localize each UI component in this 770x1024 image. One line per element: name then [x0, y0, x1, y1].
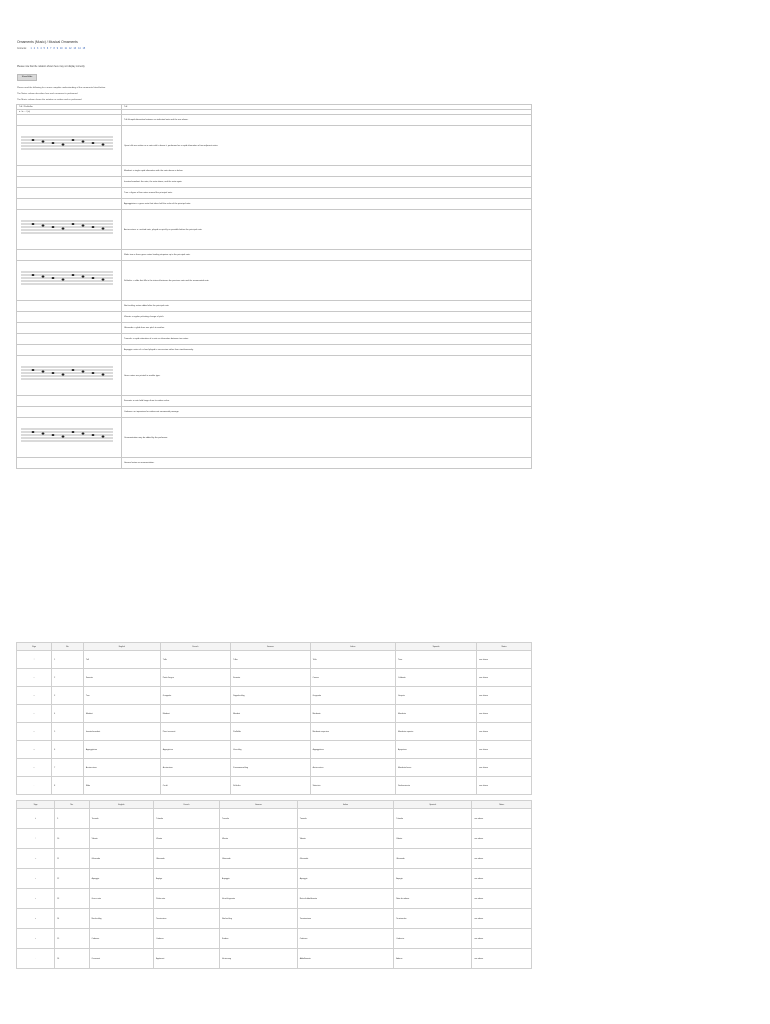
table-cell: Appoggiatura [310, 741, 395, 759]
table-cell: see above [472, 829, 532, 849]
ornament-sign-icon: 𝆗 [17, 869, 55, 889]
table-cell: Grupeto [396, 687, 477, 705]
contents-link[interactable]: 5 [43, 48, 45, 50]
row-description: Inverted mordent: the note, the note above, and the note again. [122, 177, 532, 188]
contents-link[interactable]: 12 [68, 48, 72, 50]
row-description: Grace notes are printed in smaller type. [122, 356, 532, 396]
table-cell: Terminación [394, 909, 472, 929]
ornament-row [17, 301, 532, 312]
row-description: Acciaccatura: a crushed note, played as quickly as possible before the principal note. [122, 210, 532, 250]
table-row [17, 809, 532, 829]
table-cell: Trillo [310, 651, 395, 669]
table-cell: Trille [160, 651, 230, 669]
table-cell: see above [477, 723, 532, 741]
ornament-row [17, 126, 532, 166]
table-row [17, 849, 532, 869]
staff-icon [19, 418, 115, 456]
table-cell: Trill [83, 651, 160, 669]
table-cell: see above [477, 705, 532, 723]
table-cell: 12 [55, 869, 89, 889]
intro-line-1: Please read the following for a more complete understanding of the ornaments listed below. [17, 87, 106, 89]
table-cell: Mordent [83, 705, 160, 723]
ornament-row [17, 312, 532, 323]
music-notation-image [17, 418, 122, 458]
ornament-row [17, 199, 532, 210]
row-description: Tremolo: a rapid reiteration of a note or alternation between two notes. [122, 334, 532, 345]
table-cell: Gruppetto [160, 687, 230, 705]
contents-links [30, 48, 87, 50]
contents-link[interactable]: 2 [33, 48, 36, 50]
table-cell: Schleifer [231, 777, 310, 795]
music-notation-image [17, 126, 122, 166]
row-description: Schleifer: a slide that fills in the interval between the previous note and the ornamented note. [122, 261, 532, 301]
table-cell: Nachschlag [89, 909, 154, 929]
ornament-sign-icon: 𝄐 [17, 669, 52, 687]
table-cell: see above [472, 949, 532, 969]
intro-line-3: The Music column shows the notation as written and as performed. [17, 99, 82, 101]
row-description: Slide: two or three grace notes leading stepwise up to the principal note. [122, 250, 532, 261]
ornament-sign-icon: ~ [17, 687, 52, 705]
column-header: No. [55, 801, 89, 809]
ornament-sign-icon: 𝄌 [17, 651, 52, 669]
table-cell: Terminaison [154, 909, 220, 929]
table-cell: Vorschlagsnote [220, 889, 298, 909]
table-cell: Vibrato [394, 829, 472, 849]
table-cell: Arpège [154, 869, 220, 889]
music-notation-image [17, 356, 122, 396]
table-cell: Arpegio [394, 869, 472, 889]
table-cell: see above [477, 687, 532, 705]
table-cell: Vorschlag [231, 741, 310, 759]
table-cell: Trino [396, 651, 477, 669]
table-cell: Abbellimento [297, 949, 393, 969]
table-cell: see above [477, 651, 532, 669]
table-cell: Pincé renversé [160, 723, 230, 741]
ornament-row [17, 458, 532, 469]
music-notation-image [17, 177, 122, 188]
table-cell: 10 [55, 829, 89, 849]
music-notation-image [17, 261, 122, 301]
table-cell: Mordente [396, 705, 477, 723]
music-notation-image [17, 250, 122, 261]
contents-link[interactable]: 15 [82, 48, 86, 50]
table-cell: Trémolo [154, 809, 220, 829]
table-cell: Calderón [396, 669, 477, 687]
contents-link[interactable]: 13 [73, 48, 77, 50]
table-cell: Vibrato [297, 829, 393, 849]
show-hide-button[interactable]: Show/Hide [17, 74, 37, 81]
table-cell: Slide [83, 777, 160, 795]
table-cell: Mordant [160, 705, 230, 723]
table-cell: Adorno [394, 949, 472, 969]
contents-link[interactable]: 6 [46, 48, 49, 50]
table-cell: Arpeggio [220, 869, 298, 889]
table-cell: Acciaccatura [310, 759, 395, 777]
table-cell: 11 [55, 849, 89, 869]
ornament-sign-icon: 𝄋 [17, 809, 55, 829]
music-notation-image [17, 396, 122, 407]
column-header: English [83, 643, 160, 651]
contents-link[interactable]: 1 [30, 48, 32, 50]
music-notation-image [17, 115, 122, 126]
table-cell: 15 [55, 929, 89, 949]
contents-link[interactable]: 4 [40, 48, 42, 50]
column-header: German [220, 801, 298, 809]
music-notation-image [17, 188, 122, 199]
contents-label: Contents: [17, 48, 27, 50]
table-cell: Appoggiatura [83, 741, 160, 759]
intro-line-2: The Notes column describes how each ornament is performed. [17, 93, 78, 95]
table-row [17, 949, 532, 969]
table-cell: Cadenza [89, 929, 154, 949]
table-cell: Pralltriller [231, 723, 310, 741]
contents-nav [17, 48, 90, 50]
contents-link[interactable]: 14 [78, 48, 81, 50]
ornament-row [17, 345, 532, 356]
table-cell: see above [472, 809, 532, 829]
table-cell: Grace note [89, 889, 154, 909]
ornament-row [17, 334, 532, 345]
ornament-row [17, 261, 532, 301]
column-header: German [231, 643, 310, 651]
column-header: English [89, 801, 154, 809]
table-cell: see above [477, 777, 532, 795]
notation-note: Please note that the notation shown here may not display correctly. [17, 66, 86, 68]
table-cell: 1 [52, 651, 84, 669]
table-cell: 6 [52, 741, 84, 759]
music-notation-image [17, 323, 122, 334]
column-header: Spanish [396, 643, 477, 651]
table-cell: Gruppetto [310, 687, 395, 705]
music-notation-image [17, 458, 122, 469]
column-header: French [154, 801, 220, 809]
contents-link[interactable]: 8 [53, 48, 55, 50]
ornaments-table [16, 104, 532, 469]
table-cell: Glissando [154, 849, 220, 869]
column-header: Spanish [394, 801, 472, 809]
table-row [17, 829, 532, 849]
row-description: Open trills are written as a note with tr above it, performed as a rapid alternation of two adjacent notes. [122, 126, 532, 166]
ornament-sign-icon: 𝆚 [17, 759, 52, 777]
table-cell: Zusammenschlag [231, 759, 310, 777]
table-cell: Tremolo [89, 809, 154, 829]
table-cell: Vibrato [154, 829, 220, 849]
ornament-row [17, 323, 532, 334]
table-cell: 8 [52, 777, 84, 795]
row-description: Ornamentation may be added by the performer. [122, 418, 532, 458]
page-title: Ornaments (Music) / Musical Ornaments [17, 40, 78, 44]
table-cell: Strisciata [310, 777, 395, 795]
row-description: Cadenza: an improvised or written-out ornamental passage. [122, 407, 532, 418]
ornament-row [17, 356, 532, 396]
staff-icon [19, 261, 115, 299]
row-description: Mordent: a single rapid alternation with the note above or below. [122, 166, 532, 177]
ornament-row [17, 250, 532, 261]
ornament-sign-icon: 𝆘 [17, 723, 52, 741]
ornament-row [17, 396, 532, 407]
ornament-row [17, 177, 532, 188]
table-cell: Terminazione [297, 909, 393, 929]
table-cell: see above [477, 759, 532, 777]
table-cell: Fermate [231, 669, 310, 687]
table-cell: Mordente superiore [310, 723, 395, 741]
table-row [17, 759, 532, 777]
table-cell: Tremolo [220, 809, 298, 829]
table-row [17, 723, 532, 741]
table-cell: see above [477, 669, 532, 687]
table-cell: Nota di abbellimento [297, 889, 393, 909]
table-cell: Acciacature [160, 759, 230, 777]
table-cell: 9 [55, 809, 89, 829]
contents-link[interactable]: 10 [60, 48, 63, 50]
table-cell: Verzierung [220, 949, 298, 969]
ornament-sign-icon: 𝄌 [17, 829, 55, 849]
ornament-row [17, 210, 532, 250]
row-description: Trill: A rapid alternation between an indicated note and the one above. [122, 115, 532, 126]
table-cell: Petite note [154, 889, 220, 909]
ornament-row [17, 188, 532, 199]
table-cell: Tremolo [297, 809, 393, 829]
table-cell: Point d'orgue [160, 669, 230, 687]
ornament-sign-icon: 𝆗 [17, 705, 52, 723]
table-cell: Fermata [83, 669, 160, 687]
table-row [17, 889, 532, 909]
row-label: tr / tr~~ / (tr) [17, 110, 122, 115]
music-notation-image [17, 334, 122, 345]
table-row [17, 705, 532, 723]
table-cell: Nachschlag [220, 909, 298, 929]
music-notation-image [17, 210, 122, 250]
table-cell: Vibrato [89, 829, 154, 849]
contents-link[interactable]: 9 [56, 48, 59, 50]
table-cell: Deslizamiento [396, 777, 477, 795]
table-cell: Arpeggio [89, 869, 154, 889]
contents-link[interactable]: 7 [50, 48, 52, 50]
table-cell: 3 [52, 687, 84, 705]
ornament-sign-icon: 𝆙 [17, 741, 52, 759]
table-row [17, 669, 532, 687]
column-header: Italian [310, 643, 395, 651]
column-header: Notes [472, 801, 532, 809]
table-cell: see above [472, 889, 532, 909]
ornament-sign-icon: 𝆘 [17, 889, 55, 909]
column-header: Notes [477, 643, 532, 651]
ornament-row [17, 418, 532, 458]
table-cell: Corona [310, 669, 395, 687]
staff-icon [19, 210, 115, 248]
table-row [17, 869, 532, 889]
terminology-table-2 [16, 800, 532, 969]
music-notation-image [17, 166, 122, 177]
table-cell: Trémolo [394, 809, 472, 829]
column-header: Sign [17, 801, 55, 809]
table-cell: Inverted mordent [83, 723, 160, 741]
table-cell: 7 [52, 759, 84, 777]
music-notation-image [17, 407, 122, 418]
contents-link[interactable]: 3 [37, 48, 39, 50]
table-cell: Cadenza [297, 929, 393, 949]
column-header: Italian [297, 801, 393, 809]
column-header: Sign [17, 643, 52, 651]
table-row [17, 741, 532, 759]
row-description: Vibrato: a regular pulsating change of pitch. [122, 312, 532, 323]
table-cell: see above [472, 869, 532, 889]
table-cell: Glissando [297, 849, 393, 869]
table-cell: Ornament [89, 949, 154, 969]
table-cell: see above [472, 849, 532, 869]
table-cell: Arpeggio [297, 869, 393, 889]
table-row [17, 929, 532, 949]
table-cell: Doppelschlag [231, 687, 310, 705]
ornament-sign-icon: ~ [17, 849, 55, 869]
table-cell: Apoyatura [396, 741, 477, 759]
music-notation-image [17, 199, 122, 210]
ornament-row [17, 166, 532, 177]
column-header: No. [52, 643, 84, 651]
row-description: Fermata: a note held longer than its written value. [122, 396, 532, 407]
row-description: Turn: a figure of four notes around the principal note. [122, 188, 532, 199]
music-notation-image [17, 301, 122, 312]
table-cell: Mordente [310, 705, 395, 723]
table-cell: Coulé [160, 777, 230, 795]
terminology-table-1 [16, 642, 532, 795]
ornament-sign-icon: 𝆛 [17, 777, 52, 795]
column-header: French [160, 643, 230, 651]
table-cell: 4 [52, 705, 84, 723]
table-row [17, 651, 532, 669]
row-label: Trill / Pralltriller [17, 105, 122, 110]
table-cell: Turn [83, 687, 160, 705]
table-cell: Triller [231, 651, 310, 669]
staff-icon [19, 356, 115, 394]
ornament-row [17, 115, 532, 126]
ornament-row [17, 407, 532, 418]
table-cell: Kadenz [220, 929, 298, 949]
table-row [17, 777, 532, 795]
table-cell: see above [472, 929, 532, 949]
table-cell: Mordente breve [396, 759, 477, 777]
table-cell: Mordent [231, 705, 310, 723]
table-cell: 14 [55, 909, 89, 929]
row-description: Appoggiatura: a grace note that takes half the value of the principal note. [122, 199, 532, 210]
row-description: General notes on ornamentation. [122, 458, 532, 469]
table-cell: Glissando [220, 849, 298, 869]
table-cell: Cadence [154, 929, 220, 949]
table-cell: see above [472, 909, 532, 929]
table-cell: Agrément [154, 949, 220, 969]
table-cell: 5 [52, 723, 84, 741]
table-row [17, 909, 532, 929]
table-cell: 16 [55, 949, 89, 969]
table-cell: Glissando [89, 849, 154, 869]
row-description: Glissando: a glide from one pitch to another. [122, 323, 532, 334]
table-cell: Vibrato [220, 829, 298, 849]
ornament-sign-icon: 𝆚 [17, 929, 55, 949]
table-cell: Glissando [394, 849, 472, 869]
music-notation-image [17, 345, 122, 356]
ornament-sign-icon: 𝆙 [17, 909, 55, 929]
table-cell: Nota de adorno [394, 889, 472, 909]
row-value: Trill [122, 105, 532, 110]
table-header-row [17, 801, 532, 809]
table-cell: 13 [55, 889, 89, 909]
table-header-row [17, 643, 532, 651]
table-cell: Appogiature [160, 741, 230, 759]
table-cell: Cadencia [394, 929, 472, 949]
row-description: Nachschlag: notes added after the principal note. [122, 301, 532, 312]
table-cell: Mordente superior [396, 723, 477, 741]
ornament-sign-icon: 𝆛 [17, 949, 55, 969]
music-notation-image [17, 312, 122, 323]
row-description: Arpeggio: notes of a chord played in succession rather than simultaneously. [122, 345, 532, 356]
table-cell: Acciaccatura [83, 759, 160, 777]
table-row [17, 687, 532, 705]
table-cell: 2 [52, 669, 84, 687]
staff-icon [19, 126, 115, 164]
contents-link[interactable]: 11 [64, 48, 67, 50]
table-cell: see above [477, 741, 532, 759]
